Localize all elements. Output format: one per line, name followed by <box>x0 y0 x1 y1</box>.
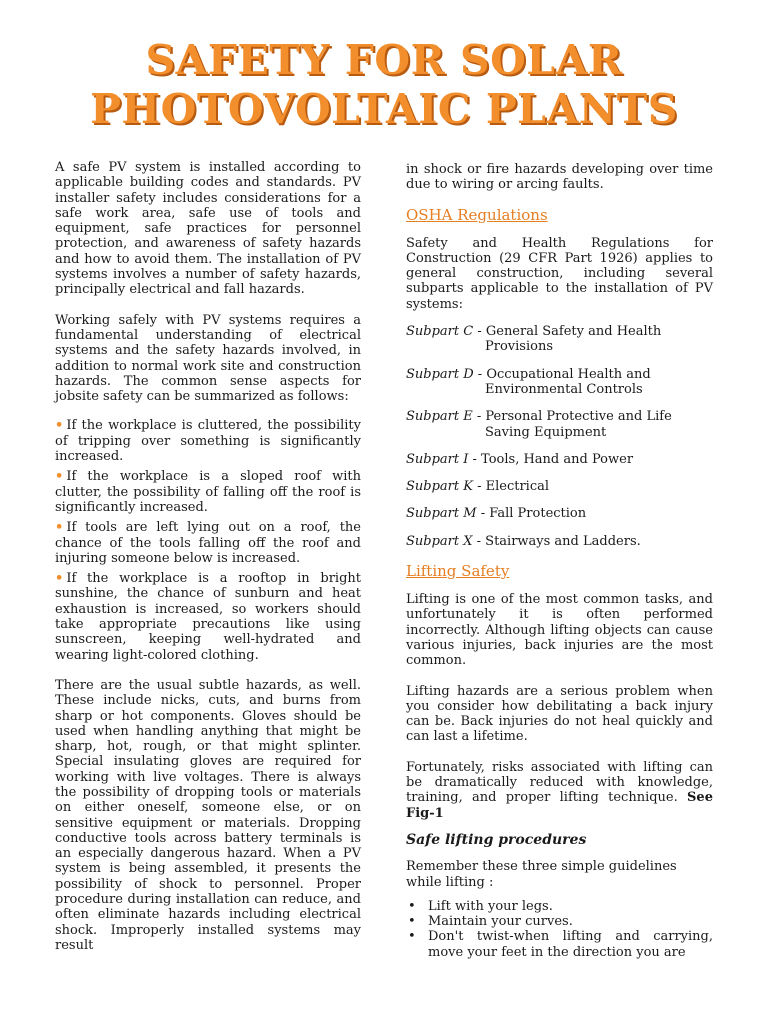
left-column <box>55 160 361 953</box>
subpart-item: Subpart C - General Safety and Health Provisions <box>406 324 662 355</box>
osha-heading: OSHA Regulations <box>406 205 548 224</box>
title-line-2: PHOTOVOLTAIC PLANTS <box>90 85 678 133</box>
hazard-bullet: • If the workplace is cluttered, the possibility of tripping over something is significantly increased. <box>55 418 361 465</box>
guideline-item: • Lift with your legs. <box>428 899 713 914</box>
hazard-bullet: • If the workplace is a sloped roof with clutter, the possibility of falling off the roof is significantly increased. <box>55 469 361 515</box>
remember-paragraph: Remember these three simple guidelines while lifting : <box>406 859 677 890</box>
osha-paragraph: Safety and Health Regulations for Construction (29 CFR Part 1926) applies to general construction, including several subparts applicable to the installation of PV systems: <box>406 235 713 312</box>
subpart-item: Subpart M - Fall Protection <box>406 506 587 522</box>
guidelines-list <box>406 899 713 960</box>
subpart-item: Subpart I - Tools, Hand and Power <box>406 451 634 467</box>
working-safely-paragraph: Working safely with PV systems requires a fundamental understanding of electrical systems and the safety hazards involved, in addition to normal work site and construction hazards. The common sense aspects for jobsite safety can be summarized as follows: <box>55 312 361 405</box>
subtle-hazards-paragraph: There are the usual subtle hazards, as well. These include nicks, cuts, and burns from sharp or hot components. Gloves should be used when handling anything that might be sharp, hot, rough, or that might splinter. Special insulating gloves are required for working with live voltages. There is always the possibility of dropping tools or materials on either oneself, someone else, or on sensitive equipment or materials. Dropping conductive tools across battery terminals is an especially dangerous hazard. When a PV system is being assembled, it presents the possibility of shock to personnel. Proper procedure during installation can reduce, and often eliminate hazards including electrical shock. Improperly installed systems may result <box>55 677 361 953</box>
hazard-bullet-list <box>55 418 361 662</box>
lifting-paragraph-1: Lifting is one of the most common tasks, and unfortunately it is often performed incorrectly. Although lifting objects can cause various injuries, back injuries are the most common. <box>406 592 713 669</box>
subpart-list <box>406 324 713 549</box>
title-line-1: SAFETY FOR SOLAR <box>145 36 623 84</box>
page-title <box>0 36 768 134</box>
guideline-item: • Maintain your curves. <box>428 914 713 929</box>
lifting-safety-heading: Lifting Safety <box>406 562 510 581</box>
bullet-dot-icon: • <box>55 418 64 434</box>
continued-paragraph: in shock or fire hazards developing over time due to wiring or arcing faults. <box>406 162 713 193</box>
lifting-paragraph-3: Fortunately, risks associated with lifting can be dramatically reduced with knowledge, training, and proper lifting technique. See Fig-1 <box>406 759 713 821</box>
see-figure-reference: See Fig-1 <box>406 790 713 821</box>
hazard-bullet: • If the workplace is a rooftop in bright sunshine, the chance of sunburn and heat exhaustion is increased, so workers should take appropriate precautions like using sunscreen, keeping well-hydrated and wearing light-colored clothing. <box>55 571 361 663</box>
intro-paragraph: A safe PV system is installed according to applicable building codes and standards. PV installer safety includes considerations for a safe work area, safe use of tools and equipment, safe practices for personnel protection, and awareness of safety hazards and how to avoid them. The installation of PV systems involves a number of safety hazards, principally electrical and fall hazards. <box>55 160 361 298</box>
subpart-item: Subpart X - Stairways and Ladders. <box>406 533 641 549</box>
bullet-dot-icon: • <box>55 571 64 587</box>
bullet-dot-icon: • <box>55 469 64 485</box>
right-column <box>406 162 713 960</box>
hazard-bullet: • If tools are left lying out on a roof, the chance of the tools falling off the roof and injuring someone below is increased. <box>55 520 361 566</box>
procedures-heading: Safe lifting procedures <box>406 831 587 848</box>
lifting-paragraph-2: Lifting hazards are a serious problem when you consider how debilitating a back injury can be. Back injuries do not heal quickly and can last a lifetime. <box>406 683 713 745</box>
subpart-item: Subpart K - Electrical <box>406 479 550 495</box>
guideline-item: • Don't twist-when lifting and carrying, move your feet in the direction you are <box>428 929 713 960</box>
subpart-item: Subpart D - Occupational Health and Environmental Controls <box>406 366 651 397</box>
subpart-item: Subpart E - Personal Protective and Life Saving Equipment <box>406 409 672 440</box>
bullet-dot-icon: • <box>55 520 64 536</box>
